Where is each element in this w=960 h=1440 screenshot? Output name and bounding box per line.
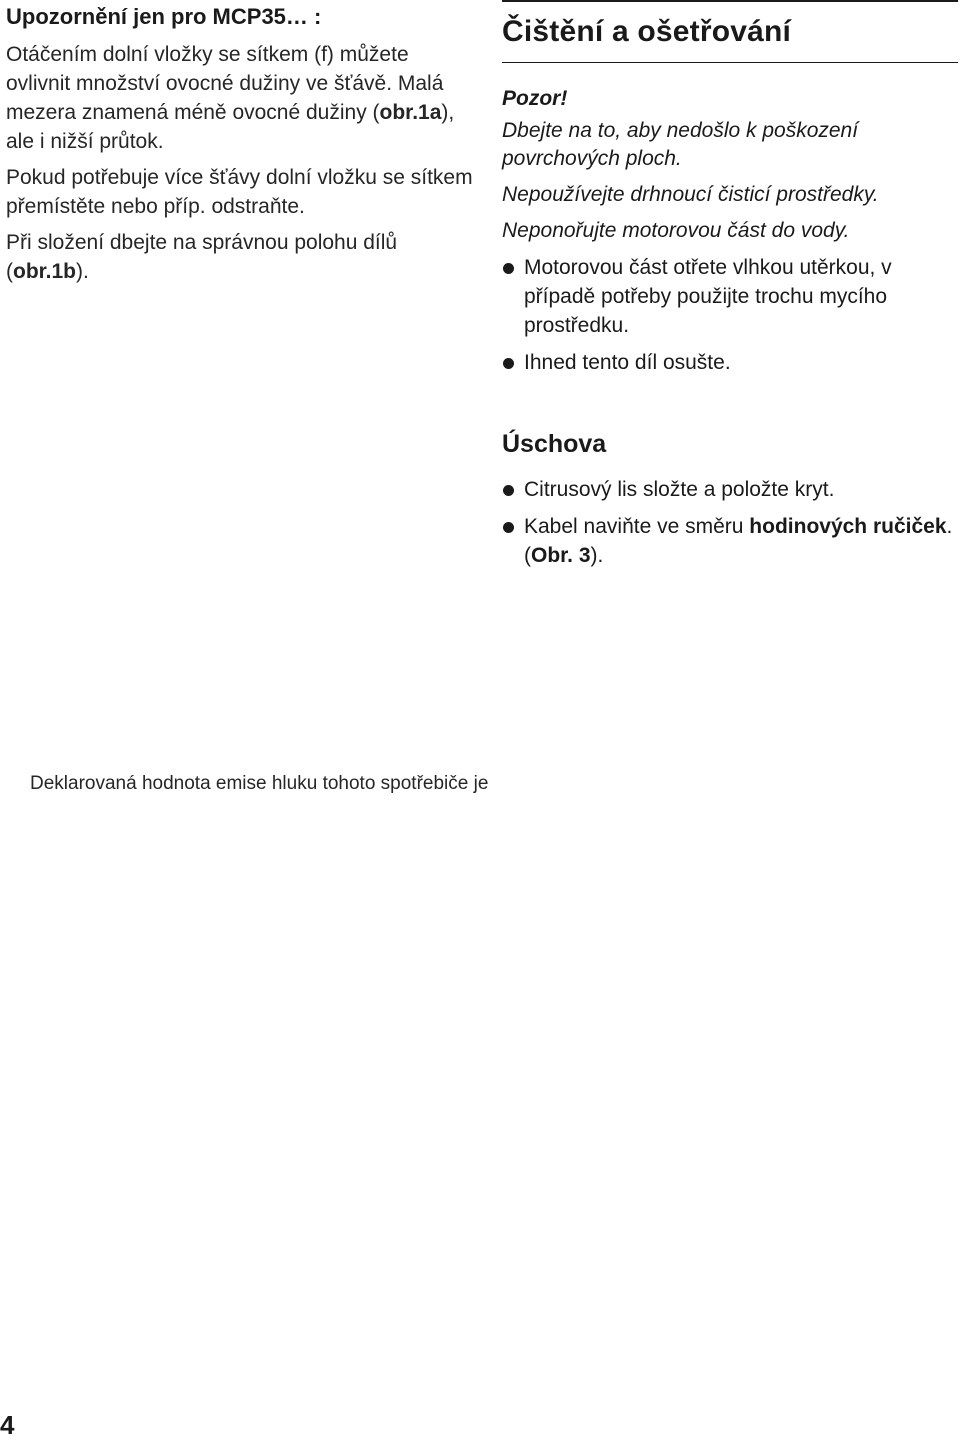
page-number: 4: [0, 1410, 15, 1440]
storage-section-title: Úschova: [502, 430, 607, 458]
list-item: Motorovou část otřete vlhkou utěrkou, v případě potřeby použijte trochu mycího prostředku.: [502, 253, 958, 340]
cleaning-steps-list: [502, 253, 958, 377]
bullet-dot-icon: [503, 358, 514, 369]
pulp-adjustment-paragraph: Otáčením dolní vložky se sítkem (f) můžete ovlivnit množství ovocné dužiny ve šťávě. Malá mezera znamená méně ovocné dužiny (obr.1a), ale i nižší průtok.: [6, 43, 455, 153]
list-item: Kabel naviňte ve směru hodinových ručiček. (Obr. 3).: [502, 512, 958, 570]
figure-ref-1a: obr.1a: [379, 101, 442, 124]
section-bottom-rule: [502, 62, 958, 63]
warning-title: Pozor!: [502, 87, 568, 110]
bullet-dot-icon: [503, 263, 514, 274]
figure-ref-3: Obr. 3: [531, 544, 591, 567]
warning-line: Nepoužívejte drhnoucí čisticí prostředky.: [502, 183, 879, 206]
list-item: Citrusový lis složte a položte kryt.: [502, 475, 958, 504]
section-top-rule: [502, 0, 958, 2]
left-column: [6, 4, 476, 293]
more-juice-paragraph: Pokud potřebuje více šťávy dolní vložku se sítkem přemístěte nebo příp. odstraňte.: [6, 166, 473, 218]
bullet-dot-icon: [503, 522, 514, 533]
list-item: Ihned tento díl osušte.: [502, 348, 958, 377]
assembly-paragraph: Při složení dbejte na správnou polohu dílů (obr.1b).: [6, 231, 398, 283]
noise-emission-text: Deklarovaná hodnota emise hluku tohoto spotřebiče je: [30, 773, 489, 794]
figure-ref-1b: obr.1b: [13, 260, 77, 283]
notice-title: Upozornění jen pro MCP35… :: [6, 4, 322, 29]
bullet-dot-icon: [503, 485, 514, 496]
warning-line: Dbejte na to, aby nedošlo k poškození povrchových ploch.: [502, 119, 859, 170]
storage-steps-list: [502, 475, 958, 570]
right-column: [502, 0, 958, 578]
warning-line: Neponořujte motorovou část do vody.: [502, 219, 850, 242]
cleaning-section-title: Čištění a ošetřování: [502, 15, 792, 48]
